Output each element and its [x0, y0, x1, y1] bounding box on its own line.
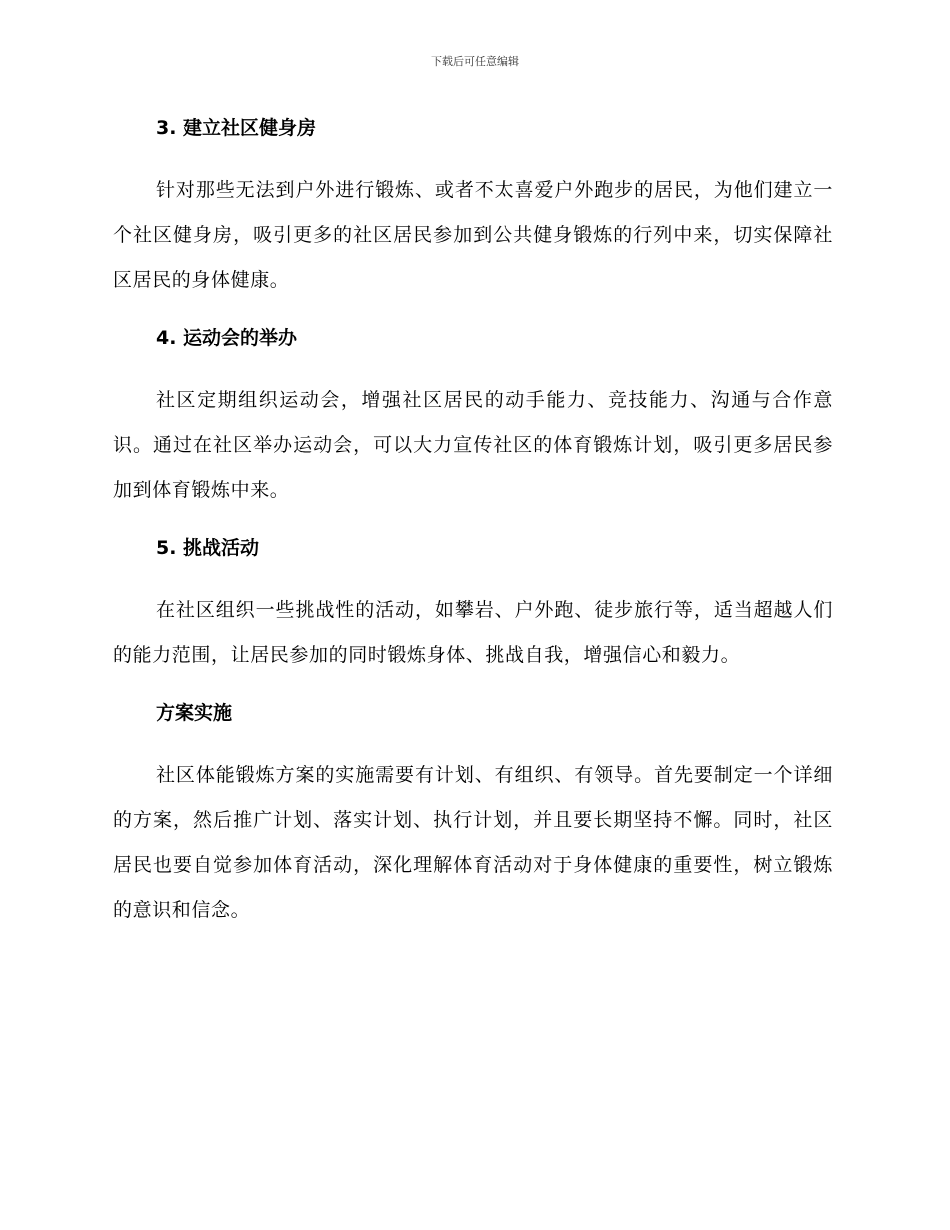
page-header: 下载后可任意编辑 [431, 55, 519, 68]
section-heading: 3. 建立社区健身房 [156, 117, 317, 139]
section-paragraph: 社区定期组织运动会，增强社区居民的动手能力、竞技能力、沟通与合作意识。通过在社区举办运动会，可以大力宣传社区的体育锻炼计划，吸引更多居民参加到体育锻炼中来。 [113, 389, 833, 501]
section-challenge-activities [113, 532, 833, 678]
section-paragraph: 社区体能锻炼方案的实施需要有计划、有组织、有领导。首先要制定一个详细的方案，然后推广计划、落实计划、执行计划，并且要长期坚持不懈。同时，社区居民也要自觉参加体育活动，深化理解体育活动对于身体健康的重要性，树立锻炼的意识和信念。 [113, 764, 833, 921]
section-paragraph: 针对那些无法到户外进行锻炼、或者不太喜爱户外跑步的居民，为他们建立一个社区健身房，吸引更多的社区居民参加到公共健身锻炼的行列中来，切实保障社区居民的身体健康。 [113, 179, 833, 291]
section-heading: 5. 挑战活动 [156, 537, 260, 559]
section-heading: 4. 运动会的举办 [156, 327, 298, 349]
section-paragraph: 在社区组织一些挑战性的活动，如攀岩、户外跑、徒步旅行等，适当超越人们的能力范围，让居民参加的同时锻炼身体、挑战自我，增强信心和毅力。 [113, 599, 833, 666]
section-community-gym [113, 112, 833, 303]
section-implementation [113, 697, 833, 933]
document-body [113, 112, 833, 933]
section-sports-meet [113, 322, 833, 513]
section-heading: 方案实施 [156, 702, 233, 724]
